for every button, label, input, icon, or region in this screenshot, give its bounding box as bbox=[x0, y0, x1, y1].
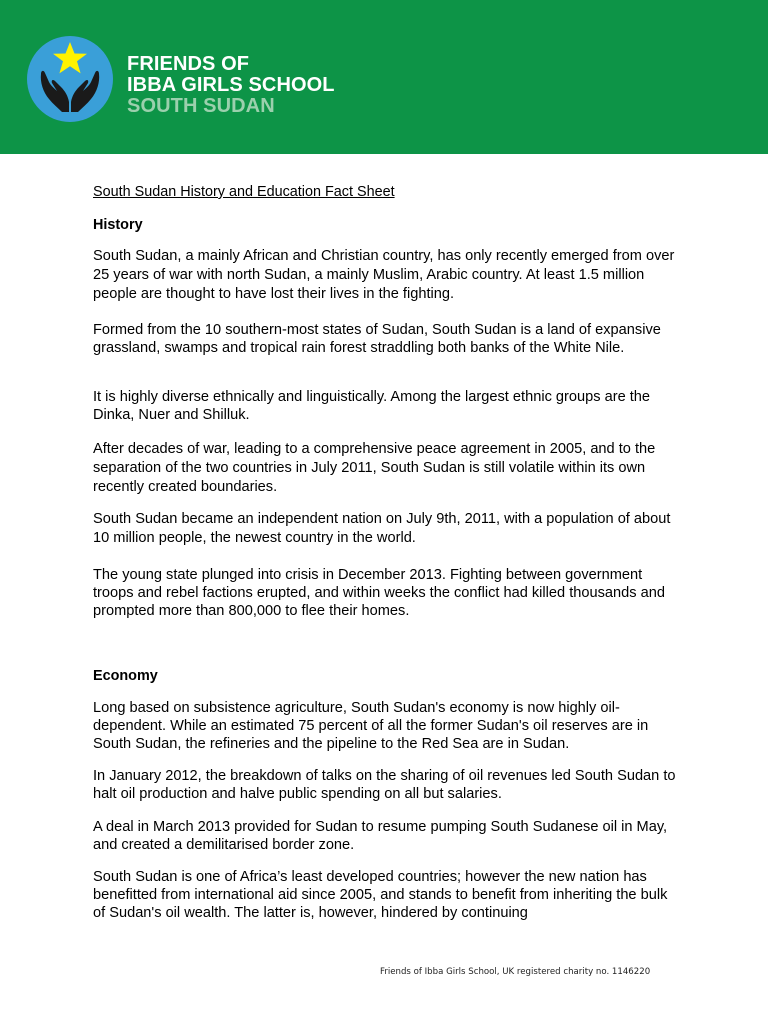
history-paragraph: Formed from the 10 southern-most states of Sudan, South Sudan is a land of expansive grassland, swamps and tropical rain forest straddling both banks of the White Nile. bbox=[93, 322, 661, 356]
history-heading: History bbox=[93, 217, 143, 233]
history-paragraph: It is highly diverse ethnically and linguistically. Among the largest ethnic groups are the Dinka, Nuer and Shilluk. bbox=[93, 389, 651, 423]
document-title: South Sudan History and Education Fact Sheet bbox=[93, 184, 395, 200]
history-paragraph: After decades of war, leading to a comprehensive peace agreement in 2005, and to the separation of the two countries in July 2011, South Sudan is still volatile within its own recently created boundaries. bbox=[93, 441, 656, 495]
org-name-line-1: FRIENDS OF bbox=[127, 53, 250, 75]
history-paragraph: South Sudan, a mainly African and Christian country, has only recently emerged from over 25 years of war with north Sudan, a mainly Muslim, Arabic country. At least 1.5 million people are thought to have lost their lives in the fighting. bbox=[93, 248, 675, 302]
economy-heading: Economy bbox=[93, 668, 158, 684]
economy-paragraph: South Sudan is one of Africa’s least developed countries; however the new nation has benefitted from international aid since 2005, and stands to benefit from inheriting the bulk of Sudan's oil wealth. The latter is, however, hindered by continuing bbox=[93, 869, 668, 921]
history-paragraph: The young state plunged into crisis in December 2013. Fighting between government troops and rebel factions erupted, and within weeks the conflict had killed thousands and prompted more than 800,000 to flee their homes. bbox=[93, 567, 665, 619]
organization-name bbox=[127, 54, 335, 117]
org-name-line-3: SOUTH SUDAN bbox=[127, 95, 275, 117]
economy-paragraph: In January 2012, the breakdown of talks on the sharing of oil revenues led South Sudan to halt oil production and halve public spending on all but salaries. bbox=[93, 768, 676, 802]
org-name-line-2: IBBA GIRLS SCHOOL bbox=[127, 74, 335, 96]
page-footer: Friends of Ibba Girls School, UK registered charity no. 1146220 bbox=[380, 967, 651, 977]
economy-paragraph: A deal in March 2013 provided for Sudan to resume pumping South Sudanese oil in May, and created a demilitarised border zone. bbox=[93, 819, 668, 853]
header-banner bbox=[0, 0, 768, 154]
history-paragraph: South Sudan became an independent nation on July 9th, 2011, with a population of about 10 million people, the newest country in the world. bbox=[93, 511, 671, 546]
star-and-hands-logo-icon bbox=[27, 36, 113, 122]
economy-paragraph: Long based on subsistence agriculture, South Sudan's economy is now highly oil-dependent. While an estimated 75 percent of all the former Sudan's oil reserves are in South Sudan, the refineries and the pipeline to the Red Sea are in Sudan. bbox=[93, 700, 649, 752]
